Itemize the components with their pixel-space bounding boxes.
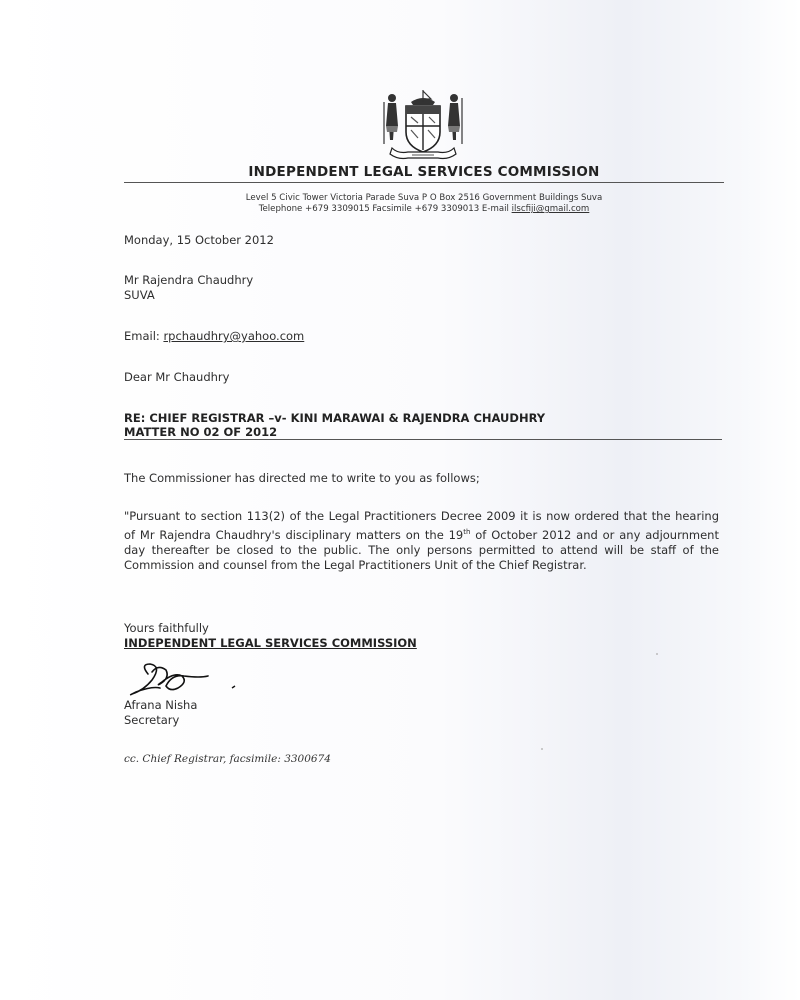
email-label: Email: [124, 329, 164, 343]
coat-of-arms-icon [378, 88, 468, 162]
contact-line [124, 204, 724, 214]
cc-line: cc. Chief Registrar, facsimile: 3300674 [124, 753, 331, 765]
recipient-email-link[interactable]: rpchaudhry@yahoo.com [163, 329, 305, 343]
subject-line: RE: CHIEF REGISTRAR –v- KINI MARAWAI & RAJENDRA CHAUDHRY [124, 411, 546, 425]
order-text-part2: of October 2012 and or any adjournment day thereafter be closed to the public. The only persons permitted to attend will be staff of the Commission and counsel from the Legal Practitioners Unit of the Chief Registrar. [124, 527, 719, 573]
closing: Yours faithfully [124, 621, 209, 635]
order-paragraph [124, 509, 719, 574]
header-divider [124, 182, 724, 183]
subject-divider [124, 439, 722, 440]
order-text-part1: "Pursuant to section 113(2) of the Legal Practitioners Decree 2009 it is now ordered that the hearing of Mr Rajendra Chaudhry's disciplinary matters on the 19 [124, 509, 719, 542]
intro-sentence: The Commissioner has directed me to write to you as follows; [124, 471, 480, 485]
ordinal-suffix: th [463, 527, 471, 536]
matter-number: MATTER NO 02 OF 2012 [124, 425, 278, 439]
phone-fax-text: Telephone +679 3309015 Facsimile +679 3309013 E-mail [258, 204, 512, 214]
signer-title: Secretary [124, 713, 180, 727]
salutation: Dear Mr Chaudhry [124, 370, 230, 384]
recipient-name: Mr Rajendra Chaudhry [124, 273, 254, 287]
recipient-email-line [124, 329, 304, 343]
address-line: Level 5 Civic Tower Victoria Parade Suva P O Box 2516 Government Buildings Suva [245, 193, 603, 203]
org-email-link[interactable]: ilscfiji@gmail.com [511, 204, 590, 214]
scan-speck [541, 748, 543, 750]
closing-organization: INDEPENDENT LEGAL SERVICES COMMISSION [124, 636, 417, 650]
letter-date: Monday, 15 October 2012 [124, 233, 274, 247]
recipient-city: SUVA [124, 288, 155, 302]
signature-image [122, 656, 242, 702]
signer-name: Afrana Nisha [124, 698, 198, 712]
scan-speck [656, 653, 658, 655]
organization-title: INDEPENDENT LEGAL SERVICES COMMISSION [248, 164, 600, 180]
